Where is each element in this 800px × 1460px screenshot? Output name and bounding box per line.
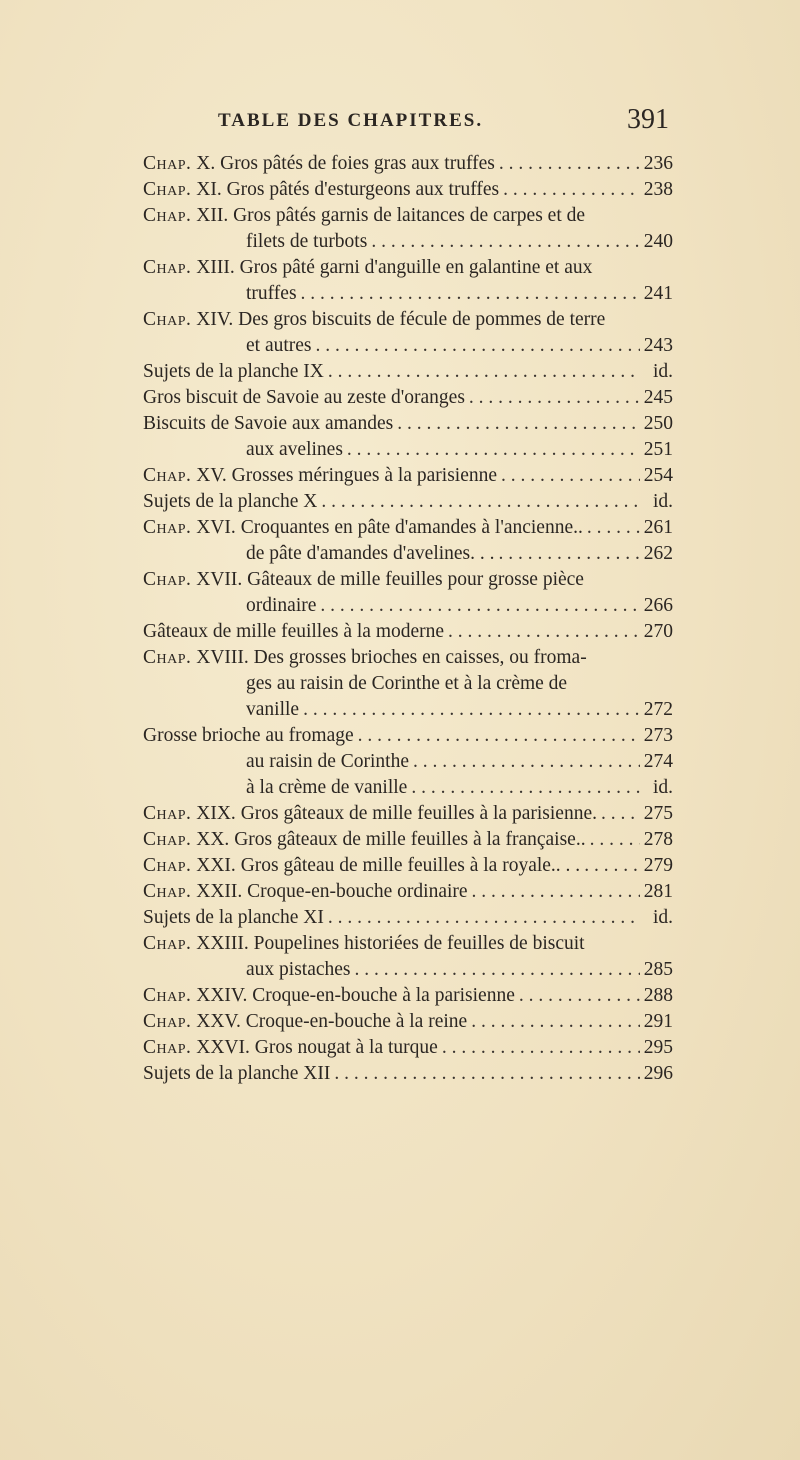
entry-continuation: aux pistaches (246, 959, 351, 980)
dot-leader (321, 492, 641, 512)
entry-page-number: 240 (643, 231, 673, 252)
chapter-prefix: Chap. (143, 153, 192, 174)
entry-title: Gâteaux de mille feuilles pour grosse pièce (247, 569, 584, 590)
entry-label (143, 310, 605, 330)
entry-page-number: 238 (643, 179, 673, 200)
entry-page-number: 285 (643, 959, 673, 980)
entry-continuation: au raisin de Corinthe (246, 751, 409, 772)
entry-label (143, 856, 580, 876)
dot-leader (358, 726, 640, 746)
dot-leader (501, 466, 640, 486)
entry-continuation: et autres (246, 335, 312, 356)
entry-label (143, 830, 586, 850)
entry-label (143, 570, 584, 590)
entry-label (143, 882, 468, 902)
entry-page-number: 273 (643, 725, 673, 746)
entry-title: Sujets de la planche X (143, 491, 318, 512)
entry-title: Gros pâtés d'esturgeons aux truffes (226, 179, 500, 200)
entry-title: Sujets de la planche XI (143, 907, 324, 928)
entry-page-number: 262 (643, 543, 673, 564)
chapter-number: XVIII. (196, 647, 249, 668)
entry-title: Croque-en-bouche à la parisienne (252, 985, 515, 1006)
chapter-number: XIII. (196, 257, 235, 278)
entry-page-number: 261 (643, 517, 673, 538)
dot-leader (587, 518, 640, 538)
entry-page-number: id. (652, 361, 673, 382)
entry-page-number: 254 (643, 465, 673, 486)
chapter-prefix: Chap. (143, 569, 192, 590)
chapter-prefix: Chap. (143, 933, 192, 954)
toc-entry (143, 154, 673, 180)
entry-page-number: 270 (643, 621, 673, 642)
entry-page-number: 274 (643, 751, 673, 772)
entry-title: Gros gâteau de mille feuilles à la royale.. . . (240, 855, 581, 876)
entry-page-number: 272 (643, 699, 673, 720)
running-title: TABLE DES CHAPITRES. (218, 110, 484, 131)
entry-page-number: 296 (643, 1063, 673, 1084)
chapter-prefix: Chap. (143, 881, 192, 902)
dot-leader (413, 752, 640, 772)
toc-entry (143, 856, 673, 882)
dot-leader (469, 388, 640, 408)
toc-entry (143, 830, 673, 856)
entry-continuation: à la crème de vanille (246, 777, 408, 798)
toc-entry (143, 778, 673, 804)
toc-entry (143, 206, 673, 258)
entry-label (143, 804, 597, 824)
entry-label (143, 726, 354, 746)
entry-title: Sujets de la planche XII (143, 1063, 331, 1084)
toc-entry (143, 1064, 673, 1090)
chapter-number: X. (196, 153, 216, 174)
entry-label (143, 206, 585, 226)
toc-entry (143, 804, 673, 830)
entry-label (143, 622, 444, 642)
chapter-number: XI. (196, 179, 222, 200)
chapter-number: XII. (196, 205, 229, 226)
chapter-number: XXII. (196, 881, 243, 902)
toc-entry (143, 908, 673, 934)
toc-entry (143, 648, 673, 726)
entry-page-number: 295 (643, 1037, 673, 1058)
entry-label (143, 908, 324, 928)
entry-label (143, 258, 592, 278)
chapter-prefix: Chap. (143, 517, 192, 538)
dot-leader (371, 232, 639, 252)
dot-leader (355, 960, 640, 980)
entry-page-number: 241 (643, 283, 673, 304)
toc-entry (143, 258, 673, 310)
chapter-number: XXVI. (196, 1037, 250, 1058)
dot-leader (303, 700, 640, 720)
entry-label (143, 154, 495, 174)
chapter-number: XVI. (196, 517, 236, 538)
chapter-number: XX. (196, 829, 230, 850)
entry-title: Des gros biscuits de fécule de pommes de terre (238, 309, 606, 330)
chapter-prefix: Chap. (143, 465, 192, 486)
dot-leader (499, 544, 640, 564)
entry-label (143, 466, 497, 486)
chapter-number: XIV. (196, 309, 234, 330)
toc-entry (143, 180, 673, 206)
entry-page-number: 266 (643, 595, 673, 616)
dot-leader (328, 908, 641, 928)
entry-page-number: 236 (643, 153, 673, 174)
toc-entry (143, 986, 673, 1012)
toc-entry (143, 440, 673, 466)
chapter-prefix: Chap. (143, 205, 192, 226)
chapter-number: XXV. (196, 1011, 241, 1032)
dot-leader (519, 986, 640, 1006)
dot-leader (334, 1064, 639, 1084)
entry-title: Biscuits de Savoie aux amandes (143, 413, 394, 434)
dot-leader (448, 622, 640, 642)
entry-label (143, 414, 393, 434)
chapter-prefix: Chap. (143, 309, 192, 330)
toc-entry (143, 1038, 673, 1064)
entry-label (143, 180, 499, 200)
entry-label (143, 648, 587, 668)
entry-label (143, 1012, 467, 1032)
chapter-prefix: Chap. (143, 803, 192, 824)
entry-page-number: 251 (643, 439, 673, 460)
dot-leader (316, 336, 640, 356)
dot-leader (499, 154, 640, 174)
entry-title: Croque-en-bouche ordinaire (247, 881, 468, 902)
entry-continuation: ges au raisin de Corinthe et à la crème de (246, 673, 568, 694)
entry-page-number: id. (652, 907, 673, 928)
toc-entry (143, 934, 673, 986)
entry-page-number: 250 (643, 413, 673, 434)
chapter-number: XVII. (196, 569, 243, 590)
entry-page-number: 243 (643, 335, 673, 356)
chapter-prefix: Chap. (143, 179, 192, 200)
entry-continuation: truffes (246, 283, 297, 304)
entry-title: Gros nougat à la turque (254, 1037, 438, 1058)
toc-entry (143, 518, 673, 544)
entry-title: Croque-en-bouche à la reine (245, 1011, 468, 1032)
entry-continuation: de pâte d'amandes d'avelines. . . (246, 543, 495, 564)
entry-title: Sujets de la planche IX (143, 361, 324, 382)
entry-title: Croquantes en pâte d'amandes à l'ancienne.. (240, 517, 583, 538)
dot-leader (442, 1038, 640, 1058)
entry-page-number: 279 (643, 855, 673, 876)
entry-page-number: 278 (643, 829, 673, 850)
entry-label (143, 388, 465, 408)
chapter-prefix: Chap. (143, 647, 192, 668)
page-number: 391 (627, 104, 669, 135)
toc-entry (143, 414, 673, 440)
entry-title: Poupelines historiées de feuilles de biscuit (253, 933, 585, 954)
toc-entry (143, 1012, 673, 1038)
entry-page-number: 288 (643, 985, 673, 1006)
entry-title: Gros gâteaux de mille feuilles à la parisienne. (240, 803, 597, 824)
entry-title: Des grosses brioches en caisses, ou froma- (253, 647, 587, 668)
dot-leader (471, 1012, 640, 1032)
toc-entry (143, 752, 673, 778)
entry-page-number: 275 (643, 803, 673, 824)
chapter-number: XXIII. (196, 933, 249, 954)
dot-leader (590, 830, 640, 850)
dot-leader (397, 414, 640, 434)
entry-title: Gros gâteaux de mille feuilles à la française.. (234, 829, 586, 850)
entry-label (143, 362, 324, 382)
entry-title: Grosses méringues à la parisienne (231, 465, 498, 486)
entry-page-number: 245 (643, 387, 673, 408)
entry-continuation: filets de turbots (246, 231, 368, 252)
entry-label (143, 518, 583, 538)
entry-continuation: ordinaire (246, 595, 317, 616)
entry-title: Grosse brioche au fromage (143, 725, 354, 746)
chapter-number: XXI. (196, 855, 236, 876)
toc-entry (143, 726, 673, 752)
entry-label (143, 986, 515, 1006)
toc-entry (143, 310, 673, 362)
entry-page-number: id. (652, 777, 673, 798)
toc-entry (143, 622, 673, 648)
toc-entry (143, 570, 673, 622)
entry-label (143, 492, 317, 512)
chapter-prefix: Chap. (143, 1037, 192, 1058)
chapter-number: XXIV. (196, 985, 248, 1006)
entry-label (143, 1038, 438, 1058)
chapter-number: XIX. (196, 803, 236, 824)
toc-entry (143, 544, 673, 570)
chapter-prefix: Chap. (143, 257, 192, 278)
entry-title: Gros pâté garni d'anguille en galantine et aux (239, 257, 593, 278)
dot-leader (472, 882, 640, 902)
toc-entry (143, 492, 673, 518)
chapter-prefix: Chap. (143, 855, 192, 876)
entry-title: Gros pâtés garnis de laitances de carpes et de (233, 205, 586, 226)
chapter-prefix: Chap. (143, 985, 192, 1006)
entry-label (143, 1064, 330, 1084)
entry-continuation: aux avelines (246, 439, 343, 460)
toc-entry (143, 466, 673, 492)
chapter-prefix: Chap. (143, 1011, 192, 1032)
dot-leader (503, 180, 640, 200)
dot-leader (601, 804, 640, 824)
entry-label (143, 934, 585, 954)
chapter-number: XV. (196, 465, 227, 486)
entry-title: Gros biscuit de Savoie au zeste d'oranges (143, 387, 465, 408)
dot-leader (347, 440, 640, 460)
entry-page-number: id. (652, 491, 673, 512)
entry-title: Gâteaux de mille feuilles à la moderne (143, 621, 445, 642)
dot-leader (328, 362, 641, 382)
dot-leader (411, 778, 641, 798)
entry-title: Gros pâtés de foies gras aux truffes (220, 153, 495, 174)
toc-entry (143, 388, 673, 414)
dot-leader (320, 596, 639, 616)
entry-continuation: vanille (246, 699, 300, 720)
entry-page-number: 291 (643, 1011, 673, 1032)
page-header (140, 104, 675, 144)
chapter-prefix: Chap. (143, 829, 192, 850)
toc-entry (143, 882, 673, 908)
toc-entry (143, 362, 673, 388)
dot-leader (301, 284, 640, 304)
entry-page-number: 281 (643, 881, 673, 902)
dot-leader (584, 856, 640, 876)
